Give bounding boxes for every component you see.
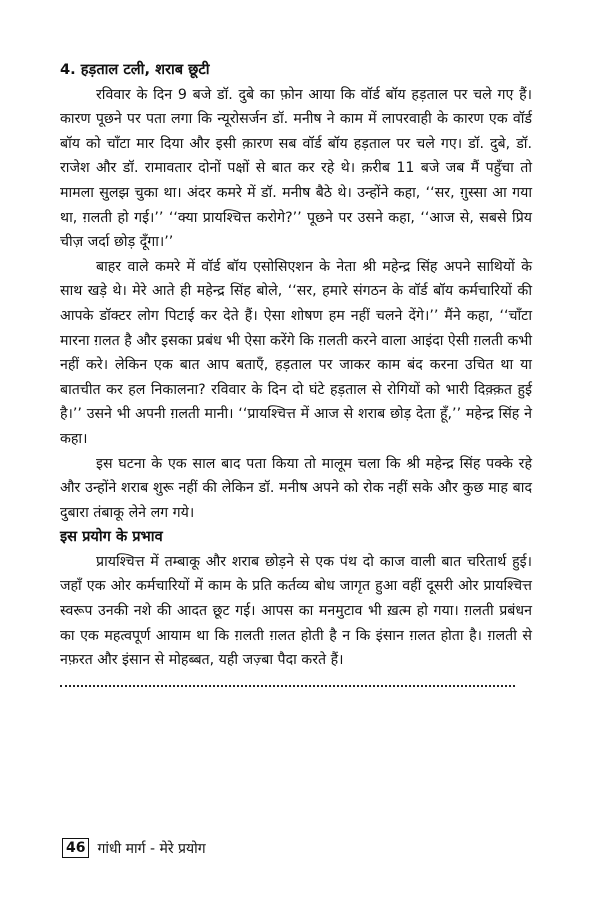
section-heading-strike: 4. हड़ताल टली, शराब छूटी [60,61,210,78]
dotted-divider [60,679,515,687]
paragraph: प्रायश्चित्त में तम्बाकू और शराब छोड़ने से एक पंथ दो काज वाली बात चरितार्थ हुई। जहाँ एक ओर कर्मचारियों में काम के प्रति कर्तव्य बोध जागृत हुआ वहीं दूसरी ओर प्रायश्चित्त स्वरूप उनकी नशे की आदत छूट गई। आपस का मनमुटाव भी ख़त्म हो गया। ग़लती प्रबंधन का एक महत्वपूर्ण आयाम था कि ग़लती ग़लत होती है न कि इंसान ग़लत होता है। ग़लती से नफ़रत और इंसान से मोहब्बत, यही जज़्बा पैदा करते हैं। [60,553,532,669]
paragraph: बाहर वाले कमरे में वॉर्ड बॉय एसोसिएशन के नेता श्री महेन्द्र सिंह अपने साथियों के साथ खड़े थे। मेरे आते ही महेन्द्र सिंह बोले, ‘‘सर, हमारे संगठन के वॉर्ड बॉय कर्मचारियों की आपके डॉक्टर लोग पिटाई कर देते हैं। ऐसा शोषण हम नहीं चलने देंगे।’’ मैंने कहा, ‘‘चाँटा मारना ग़लत है और इसका प्रबंध भी ऐसा करेंगे कि ग़लती करने वाला आइंदा ऐसी ग़लती कभी नहीं करे। लेकिन एक बात आप बताएँ, हड़ताल पर जाकर काम बंद करना उचित था या बातचीत कर हल निकालना? रविवार के दिन दो घंटे हड़ताल से रोगियों को भारी दिक़्क़त हुई है।’’ उसने भी अपनी ग़लती मानी। ‘‘प्रायश्चित्त में आज से शराब छोड़ देता हूँ,’’ महेन्द्र सिंह ने कहा। [60,258,532,447]
section-heading-effects: इस प्रयोग के प्रभाव [60,528,163,546]
page-number: 46 [62,838,89,858]
page-content [60,58,532,687]
page-footer [62,838,206,858]
book-title: गांधी मार्ग - मेरे प्रयोग [97,840,206,857]
paragraph: इस घटना के एक साल बाद पता किया तो मालूम चला कि श्री महेन्द्र सिंह पक्के रहे और उन्होंने शराब शुरू नहीं की लेकिन डॉ. मनीष अपने को रोक नहीं सके और कुछ माह बाद दुबारा तंबाकू लेने लग गये। [60,455,532,521]
paragraph: रविवार के दिन 9 बजे डॉ. दुबे का फ़ोन आया कि वॉर्ड बॉय हड़ताल पर चले गए हैं। कारण पूछने पर पता लगा कि न्यूरोसर्जन डॉ. मनीष ने काम में लापरवाही के कारण एक वॉर्ड बॉय को चाँटा मार दिया और इसी क़ारण सब वॉर्ड बॉय हड़ताल पर चले गए। डॉ. दुबे, डॉ. राजेश और डॉ. रामावतार दोनों पक्षों से बात कर रहे थे। क़रीब 11 बजे जब मैं पहुँचा तो मामला सुलझ चुका था। अंदर कमरे में डॉ. मनीष बैठे थे। उन्होंने कहा, ‘‘सर, ग़ुस्सा आ गया था, ग़लती हो गई।’’ ‘‘क्या प्रायश्चित्त करोगे?’’ पूछने पर उसने कहा, ‘‘आज से, सबसे प्रिय चीज़ जर्दा छोड़ दूँगा।’’ [60,86,532,251]
